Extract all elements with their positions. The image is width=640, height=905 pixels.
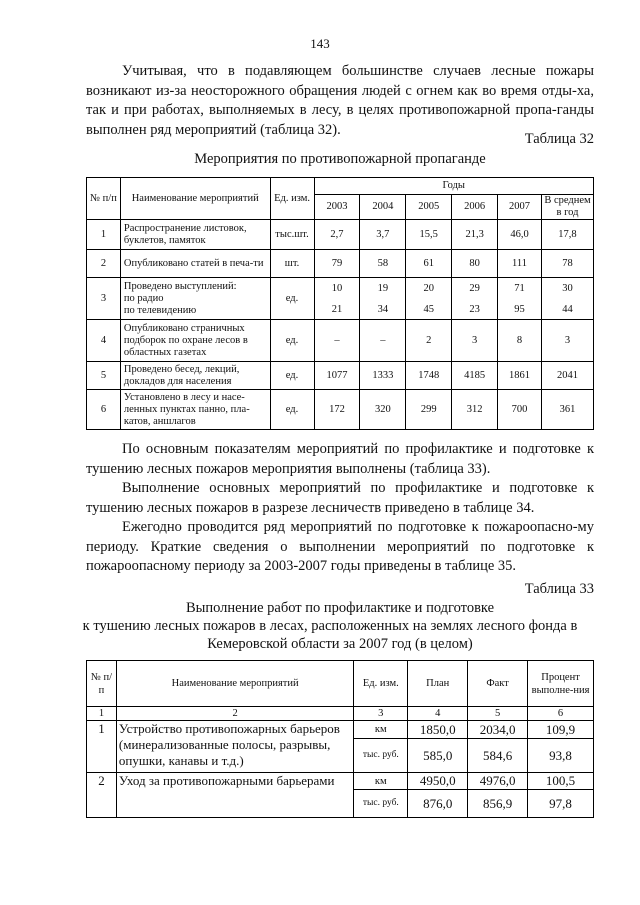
row-num: 1: [87, 220, 121, 250]
row-num: 2: [87, 250, 121, 278]
paragraph-2: Выполнение основных мероприятий по профилактике и подготовке к тушению лесных пожаров в разрезе лесничеств приведено в таблице 34.: [86, 480, 594, 516]
row-name: Уход за противопожарными барьерами: [116, 773, 353, 818]
cell: 320: [360, 390, 406, 430]
col-number: 6: [528, 707, 594, 721]
cell: 312: [452, 390, 498, 430]
table-32: [86, 177, 594, 430]
table32-title: Мероприятия по противопожарной пропаганде: [194, 151, 486, 167]
row-name: Устройство противопожарных барьеров (минерализованные полосы, разрывы, опушки, канавы и т.д.): [116, 721, 353, 773]
row-num: 5: [87, 362, 121, 390]
row-name: Установлено в лесу и насе-ленных пунктах панно, пла-катов, аншлагов: [120, 390, 270, 430]
row-unit: ед.: [270, 390, 314, 430]
col-number: 2: [116, 707, 353, 721]
header-name: Наименование мероприятий: [120, 178, 270, 220]
cell: 79: [314, 250, 360, 278]
cell: 10 21: [314, 278, 360, 320]
table33-title-line1: Выполнение работ по профилактике и подготовке: [185, 600, 495, 616]
cell: 46,0: [498, 220, 542, 250]
year-2005: 2005: [406, 195, 452, 220]
cell: 585,0: [408, 739, 468, 773]
header-num: № п/п: [87, 178, 121, 220]
header-pct: Процент выполне-ния: [528, 661, 594, 707]
row-name-sub: по телевидению: [123, 304, 197, 316]
row-name: Опубликовано статей в печа-ти: [120, 250, 270, 278]
header-avg: В среднем в год: [541, 195, 593, 220]
cell: 19 34: [360, 278, 406, 320]
cell: 8: [498, 320, 542, 362]
header-plan: План: [408, 661, 468, 707]
cell: 29 23: [452, 278, 498, 320]
table-row: [87, 278, 594, 320]
header-years: Годы: [314, 178, 593, 195]
cell: 100,5: [528, 773, 594, 790]
year-2003: 2003: [314, 195, 360, 220]
row-num: 4: [87, 320, 121, 362]
cell: 4950,0: [408, 773, 468, 790]
table-row: [87, 320, 594, 362]
cell: 2041: [541, 362, 593, 390]
row-unit: ед.: [270, 320, 314, 362]
row-name-main: Проведено выступлений:: [123, 280, 237, 292]
row-num: 2: [87, 773, 117, 818]
table-row: [87, 362, 594, 390]
row-name-sub: по радио: [123, 292, 164, 304]
cell: 58: [360, 250, 406, 278]
cell: –: [314, 320, 360, 362]
year-2007: 2007: [498, 195, 542, 220]
paragraph-1: По основным показателям мероприятий по профилактике и подготовке к тушению лесных пожаров мероприятия выполнены (таблица 33).: [86, 441, 594, 477]
row-num: 1: [87, 721, 117, 773]
cell: 30 44: [541, 278, 593, 320]
cell: 856,9: [468, 790, 528, 818]
cell: 1748: [406, 362, 452, 390]
cell: 2,7: [314, 220, 360, 250]
header-unit: Ед. изм.: [354, 661, 408, 707]
cell: 4976,0: [468, 773, 528, 790]
row-unit: тыс.шт.: [270, 220, 314, 250]
row-num: 6: [87, 390, 121, 430]
cell: 17,8: [541, 220, 593, 250]
row-unit: тыс. руб.: [354, 739, 408, 773]
header-name: Наименование мероприятий: [116, 661, 353, 707]
cell: 700: [498, 390, 542, 430]
cell: 172: [314, 390, 360, 430]
cell: 2: [406, 320, 452, 362]
table33-label: Таблица 33: [524, 581, 594, 597]
cell: 4185: [452, 362, 498, 390]
row-name: Распространение листовок, буклетов, памяток: [120, 220, 270, 250]
cell: 15,5: [406, 220, 452, 250]
row-name: Проведено бесед, лекций, докладов для населения: [120, 362, 270, 390]
row-unit: тыс. руб.: [354, 790, 408, 818]
col-number: 3: [354, 707, 408, 721]
cell: 2034,0: [468, 721, 528, 739]
table-row: [87, 390, 594, 430]
intro-paragraph: Учитывая, что в подавляющем большинстве случаев лесные пожары возникают из-за неосторожного обращения людей с огнем как во время отды-ха, так и при работах, выполняемых в лесу, в целях противопожарной пропа-ганды выполнен ряд мероприятий (таблица 32).: [86, 63, 594, 138]
col-number: 4: [408, 707, 468, 721]
cell: 61: [406, 250, 452, 278]
cell: 109,9: [528, 721, 594, 739]
cell: 1077: [314, 362, 360, 390]
cell: 93,8: [528, 739, 594, 773]
cell: 80: [452, 250, 498, 278]
cell: 1850,0: [408, 721, 468, 739]
year-2006: 2006: [452, 195, 498, 220]
cell: 1333: [360, 362, 406, 390]
row-num: 3: [87, 278, 121, 320]
cell: 299: [406, 390, 452, 430]
cell: 111: [498, 250, 542, 278]
table-row: [87, 220, 594, 250]
table33-title-line2: к тушению лесных пожаров в лесах, расположенных на землях лесного фонда в: [82, 618, 578, 634]
cell: 71 95: [498, 278, 542, 320]
row-name: [120, 278, 270, 320]
header-fact: Факт: [468, 661, 528, 707]
cell: 584,6: [468, 739, 528, 773]
row-unit: км: [354, 721, 408, 739]
cell: 20 45: [406, 278, 452, 320]
table33-title-line3: Кемеровской области за 2007 год (в целом): [207, 636, 473, 652]
cell: –: [360, 320, 406, 362]
col-number: 5: [468, 707, 528, 721]
row-unit: ед.: [270, 278, 314, 320]
table-row: [87, 250, 594, 278]
table-row: [87, 721, 594, 739]
cell: 3: [452, 320, 498, 362]
paragraph-3: Ежегодно проводится ряд мероприятий по подготовке к пожароопасно-му периоду. Краткие сведения о выполнении мероприятий по подготовке к пожароопасному периоду за 2003-2007 годы приведены в таблице 35.: [86, 519, 594, 574]
cell: 1861: [498, 362, 542, 390]
header-unit: Ед. изм.: [270, 178, 314, 220]
row-unit: шт.: [270, 250, 314, 278]
table-33: [86, 660, 594, 818]
cell: 3: [541, 320, 593, 362]
cell: 3,7: [360, 220, 406, 250]
table-row: [87, 773, 594, 790]
cell: 78: [541, 250, 593, 278]
cell: 361: [541, 390, 593, 430]
row-unit: км: [354, 773, 408, 790]
table32-label: Таблица 32: [524, 131, 594, 147]
year-2004: 2004: [360, 195, 406, 220]
row-name: Опубликовано страничных подборок по охране лесов в областных газетах: [120, 320, 270, 362]
row-unit: ед.: [270, 362, 314, 390]
header-num: № п/п: [87, 661, 117, 707]
cell: 876,0: [408, 790, 468, 818]
page-number: 143: [310, 36, 330, 51]
cell: 97,8: [528, 790, 594, 818]
col-number: 1: [87, 707, 117, 721]
cell: 21,3: [452, 220, 498, 250]
